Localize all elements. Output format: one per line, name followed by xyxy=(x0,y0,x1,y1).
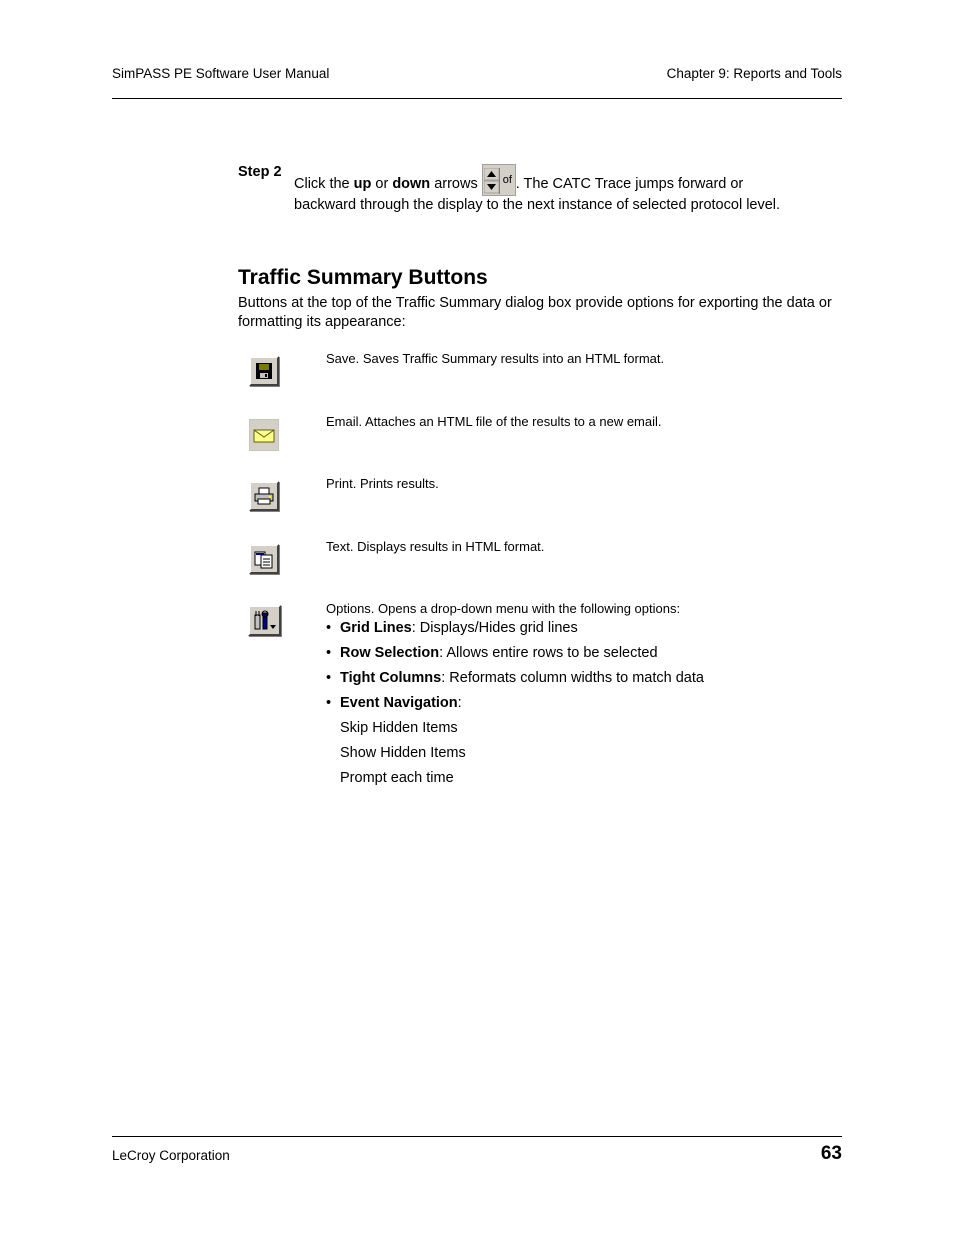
option-name: Row Selection xyxy=(340,645,440,661)
step-text xyxy=(294,164,794,215)
email-icon xyxy=(253,429,275,443)
options-description: Options. Opens a drop-down menu with the following options: xyxy=(326,601,681,616)
header-chapter: Chapter 9: Reports and Tools xyxy=(666,66,842,81)
spinner-arrows-icon xyxy=(484,168,500,194)
option-text: : Allows entire rows to be selected xyxy=(439,645,658,661)
save-icon xyxy=(255,362,273,380)
options-icon xyxy=(253,610,277,632)
text-description: Text. Displays results in HTML format. xyxy=(326,539,545,554)
event-navigation-option: Prompt each time xyxy=(340,770,454,786)
text-button[interactable] xyxy=(249,544,279,574)
step-text-2: or xyxy=(371,176,393,192)
option-name: Event Navigation xyxy=(340,695,458,711)
text-icon xyxy=(254,549,274,569)
options-button[interactable] xyxy=(248,605,281,636)
page-number: 63 xyxy=(820,1143,842,1164)
save-button[interactable] xyxy=(249,356,279,386)
footer-company: LeCroy Corporation xyxy=(112,1148,230,1163)
step-text-4: . The CATC Trace jumps forward or backward through the display to the next instance of selected protocol level. xyxy=(294,176,781,213)
event-navigation-option: Show Hidden Items xyxy=(340,745,466,761)
print-button[interactable] xyxy=(249,481,279,511)
footer-rule xyxy=(112,1136,842,1137)
of-label: of xyxy=(502,174,512,186)
print-icon xyxy=(254,487,274,505)
save-description: Save. Saves Traffic Summary results into an HTML format. xyxy=(326,351,665,366)
event-navigation-option: Skip Hidden Items xyxy=(340,720,458,736)
option-name: Grid Lines xyxy=(340,620,412,636)
step-text-3: arrows xyxy=(430,176,482,192)
step-text-1: Click the xyxy=(294,176,354,192)
up-down-arrows-icon xyxy=(482,164,516,196)
step-up: up xyxy=(353,176,372,192)
list-item: • Tight Columns: Reformats column widths to match data xyxy=(326,670,704,686)
email-button[interactable] xyxy=(249,419,279,451)
step-down: down xyxy=(392,176,431,192)
print-description: Print. Prints results. xyxy=(326,476,439,491)
header-rule xyxy=(112,98,842,99)
option-name: Tight Columns xyxy=(340,670,442,686)
option-text: : Displays/Hides grid lines xyxy=(411,620,578,636)
list-item: • Event Navigation: xyxy=(326,695,462,711)
list-item: • Row Selection: Allows entire rows to be selected xyxy=(326,645,658,661)
step-label: Step 2 xyxy=(238,164,282,180)
list-item: • Grid Lines: Displays/Hides grid lines xyxy=(326,620,578,636)
header-title: SimPASS PE Software User Manual xyxy=(112,66,330,81)
section-title: Traffic Summary Buttons xyxy=(238,266,488,289)
option-text: : xyxy=(457,695,462,711)
option-text: : Reformats column widths to match data xyxy=(441,670,704,686)
section-intro: Buttons at the top of the Traffic Summary dialog box provide options for exporting the data or formatting its appearance: xyxy=(238,295,832,330)
email-description: Email. Attaches an HTML file of the results to a new email. xyxy=(326,414,662,429)
